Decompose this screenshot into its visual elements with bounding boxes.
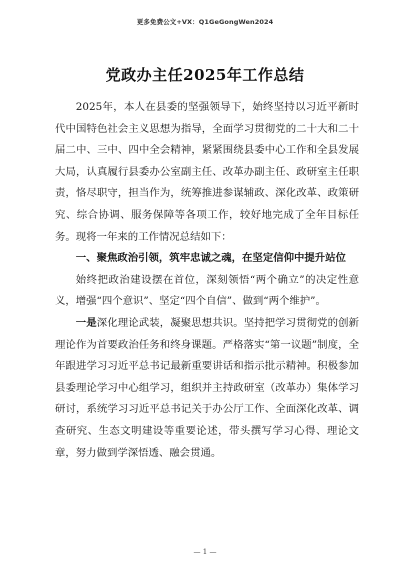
header-watermark: 更多免费公文+VX：Q1GeGongWen2024 [136, 18, 274, 26]
section-paragraph: 始终把政治建设摆在首位，深刻领悟“两个确立”的决定性意义，增强“四个意识”、坚定“四个自信”、做到“两个维护”。 [55, 273, 359, 308]
paragraph-body: 深化理论武装，凝聚思想共识。坚持把学习贯彻党的创新理论作为首要政治任务和终身课题。严格落实“第一议题”制度，全年跟进学习习近平总书记最新重要讲话和指示批示精神。积极参加县委理论学习中心组学习，组织并主持政研室（改革办）集体学习研讨，系统学习习近平总书记关于办公厅工作、全面深化改革、调查研究、生态文明建设等重要论述，带头撰写学习心得、理论文章，努力做到学深悟透、融会贯通。 [55, 316, 360, 459]
paragraph-lead: 一是 [75, 316, 97, 329]
section-heading: 一、聚焦政治引领，筑牢忠诚之魂，在坚定信仰中提升站位 [75, 252, 346, 265]
page-number: — 1 — [193, 548, 217, 556]
intro-paragraph: 2025年，本人在县委的坚强领导下，始终坚持以习近平新时代中国特色社会主义思想为指导，全面学习贯彻党的二十大和二十届二中、三中、四中全会精神，紧紧围绕县委中心工作和全县发展大局，认真履行县委办公室副主任、改革办副主任、政研室主任职责，恪尽职守，担当作为，统筹推进参谋辅政、深化改革、政策研究、综合协调、服务保障等各项工作，较好地完成了全年目标任务。现将一年来的工作情况总结如下： [55, 101, 359, 243]
document-body [55, 97, 359, 464]
document-title: 党政办主任2025年工作总结 [105, 66, 305, 84]
section-paragraph-2 [55, 313, 359, 464]
